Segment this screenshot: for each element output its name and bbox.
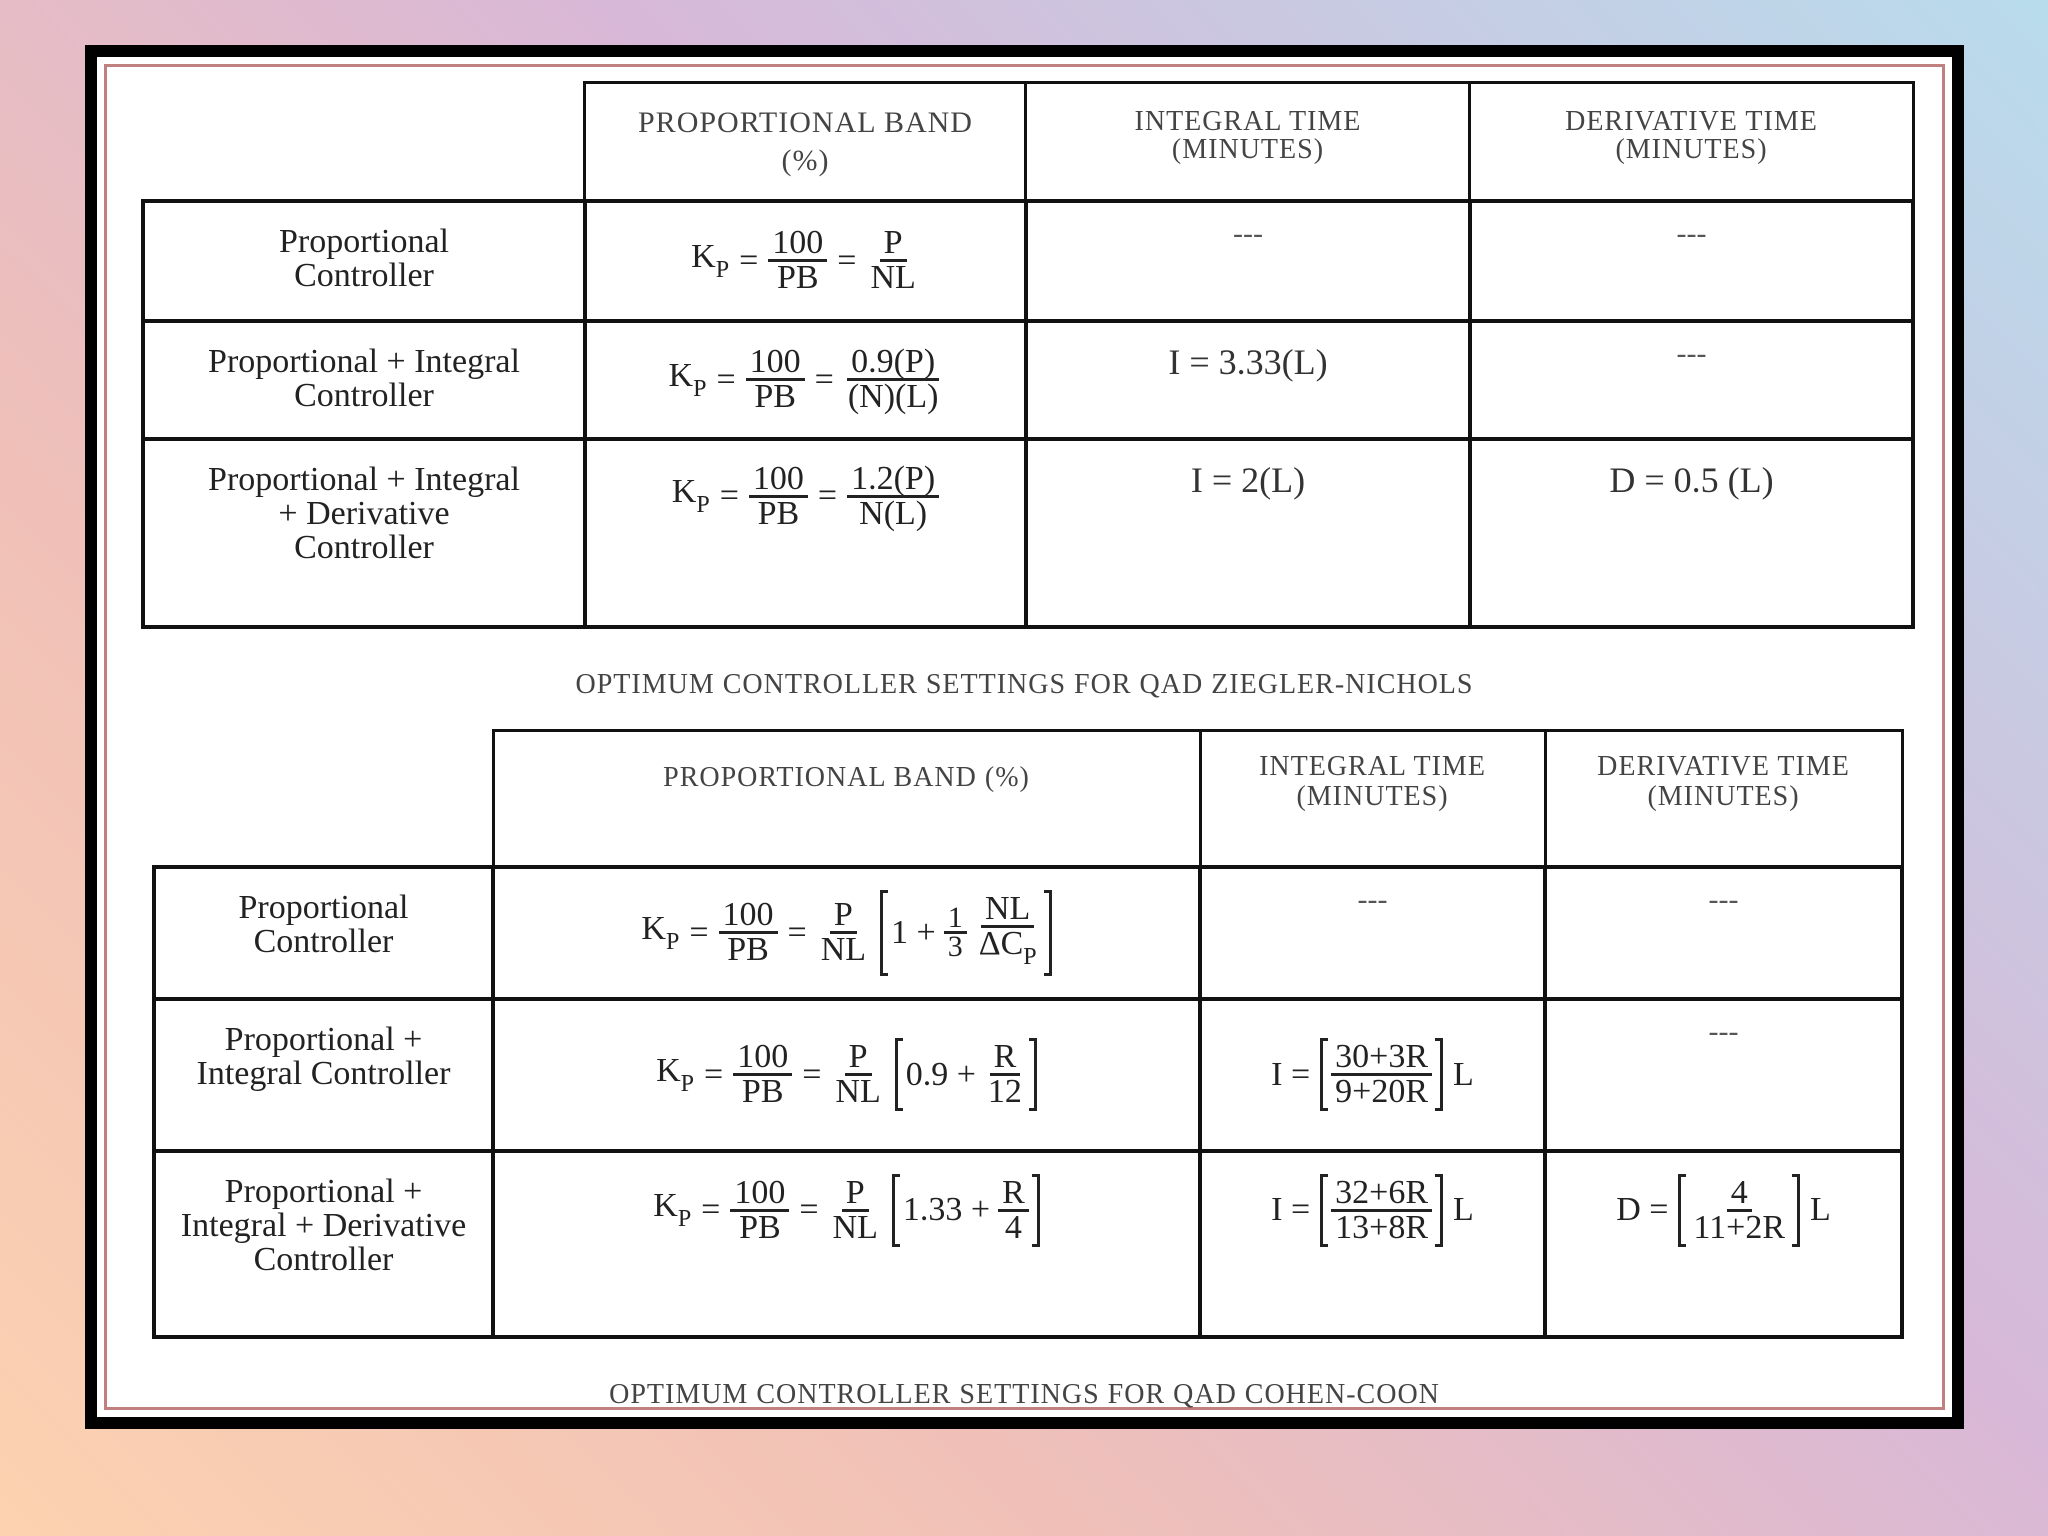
corner-blank	[143, 83, 585, 201]
slide-content	[97, 57, 1952, 1417]
kp-formula: $K_P$ = $\frac{100}{PB}$ = $\frac{P}{NL}$	[585, 201, 1026, 321]
derivative-value: ---	[1545, 867, 1902, 999]
row-label: Proportional + Integral + Derivative Controller	[154, 1151, 493, 1337]
cohen-coon-table	[152, 729, 1904, 1339]
integral-value: I = 2(L)	[1026, 439, 1470, 627]
row-label: Proportional Controller	[154, 867, 493, 999]
kp-formula: $K_P$ = $\frac{100}{PB}$ = $\frac{P}{NL}$ 1 + $\frac{1}{3}$ $\frac{NL}{\Delta C_P}$	[493, 867, 1200, 999]
slide-frame	[85, 45, 1964, 1429]
integral-value: I = 3.33(L)	[1026, 321, 1470, 439]
header-proportional-band: PROPORTIONAL BAND (%)	[585, 83, 1026, 201]
integral-value: ---	[1200, 867, 1545, 999]
row-label: Proportional + Integral + Derivative Controller	[143, 439, 585, 627]
header-integral-time: INTEGRAL TIME (MINUTES)	[1200, 731, 1545, 867]
kp-formula: $K_P$ = $\frac{100}{PB}$ = $\frac{P}{NL}$ 0.9 + $\frac{R}{12}$	[493, 999, 1200, 1151]
kp-formula: $K_P$ = $\frac{100}{PB}$ = $\frac{1.2(P)}{N(L)}$	[585, 439, 1026, 627]
integral-formula: I = $\frac{30+3R}{9+20R}$ L	[1200, 999, 1545, 1151]
row-label: Proportional + Integral Controller	[154, 999, 493, 1151]
derivative-value: ---	[1470, 201, 1913, 321]
header-derivative-time: DERIVATIVE TIME (MINUTES)	[1470, 83, 1913, 201]
header-proportional-band: PROPORTIONAL BAND (%)	[493, 731, 1200, 867]
ziegler-nichols-caption: OPTIMUM CONTROLLER SETTINGS FOR QAD ZIEGLER-NICHOLS	[575, 669, 1474, 700]
row-label: Proportional + Integral Controller	[143, 321, 585, 439]
integral-formula: I = $\frac{32+6R}{13+8R}$ L	[1200, 1151, 1545, 1337]
derivative-value: D = 0.5 (L)	[1470, 439, 1913, 627]
derivative-value: ---	[1470, 321, 1913, 439]
derivative-value: ---	[1545, 999, 1902, 1151]
derivative-formula: D = $\frac{4}{11+2R}$ L	[1545, 1151, 1902, 1337]
header-derivative-time: DERIVATIVE TIME (MINUTES)	[1545, 731, 1902, 867]
row-label: Proportional Controller	[143, 201, 585, 321]
header-integral-time: INTEGRAL TIME (MINUTES)	[1026, 83, 1470, 201]
integral-value: ---	[1026, 201, 1470, 321]
ziegler-nichols-table	[141, 81, 1915, 629]
kp-formula: $K_P$ = $\frac{100}{PB}$ = $\frac{0.9(P)}{(N)(L)}$	[585, 321, 1026, 439]
cohen-coon-caption: OPTIMUM CONTROLLER SETTINGS FOR QAD COHEN-COON	[609, 1379, 1440, 1410]
corner-blank	[154, 731, 493, 867]
kp-formula: $K_P$ = $\frac{100}{PB}$ = $\frac{P}{NL}$ 1.33 + $\frac{R}{4}$	[493, 1151, 1200, 1337]
